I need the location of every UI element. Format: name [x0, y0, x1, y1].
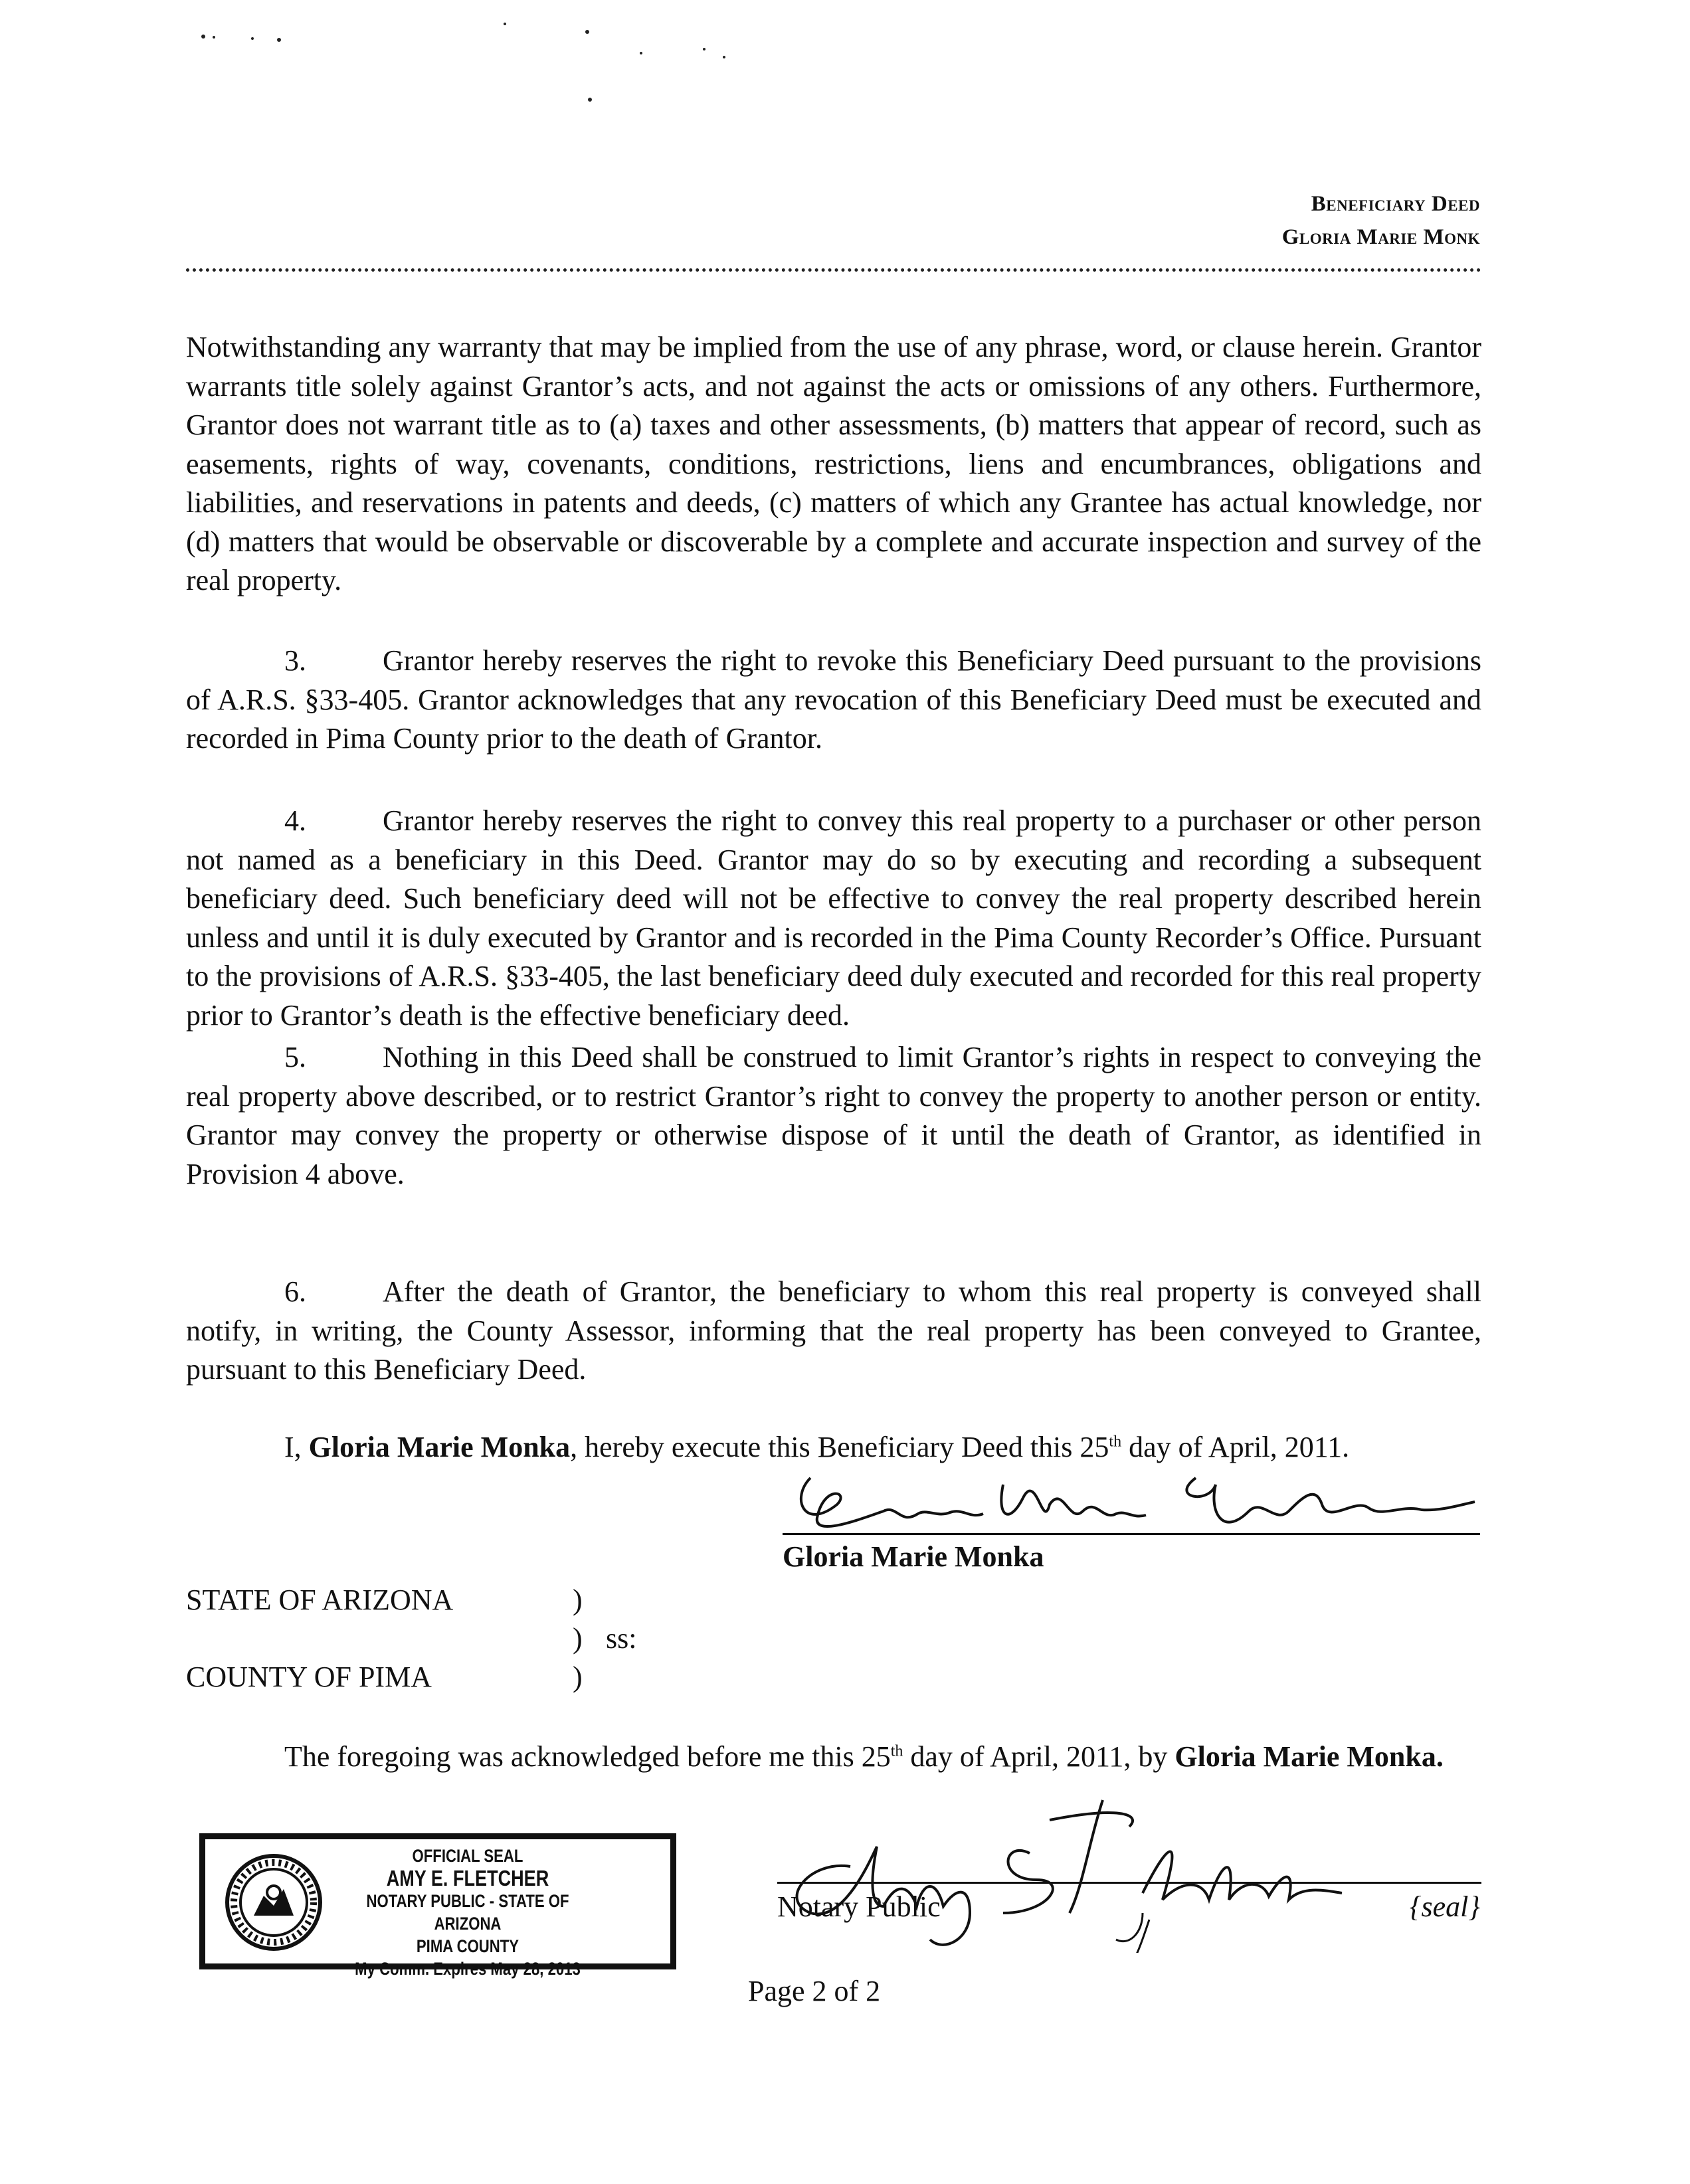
paragraph-3-text: Grantor hereby reserves the right to revoke this Beneficiary Deed pursuant to the provisions of A.R.S. §33-405. Grantor acknowledges that any revocation of this Beneficiary Deed must be executed and recorded in Pima County prior to the death of Grantor.: [186, 644, 1481, 755]
paragraph-6-number: 6.: [284, 1275, 306, 1308]
acknowledgment-name: Gloria Marie Monka: [1174, 1740, 1436, 1773]
venue-county: COUNTY OF PIMA: [186, 1661, 432, 1693]
paragraph-4-number: 4.: [284, 804, 306, 837]
page-number: Page 2 of 2: [748, 1975, 881, 2007]
grantor-signature: [784, 1458, 1481, 1551]
state-seal-icon: [224, 1853, 324, 1952]
stamp-line-4: PIMA COUNTY: [416, 1936, 519, 1956]
stamp-line-1: OFFICIAL SEAL: [412, 1846, 523, 1866]
venue-block: STATE OF ARIZONA ) ) ss: COUNTY OF PIMA ): [186, 1584, 637, 1693]
dotted-divider: [186, 268, 1481, 272]
notary-label: Notary Public: [777, 1890, 941, 1923]
paragraph-4: [186, 802, 1481, 1035]
notary-signature: [771, 1780, 1488, 1953]
stamp-text: [331, 1845, 604, 1980]
scan-specks: [0, 0, 797, 120]
acknowledgment-statement: The foregoing was acknowledged before me this 25th day of April, 2011, by Gloria Marie Monka.: [284, 1740, 1444, 1773]
paragraph-5-text: Nothing in this Deed shall be construed to limit Grantor’s rights in respect to conveying the real property above described, or to restrict Grantor’s right to convey the property to another person or entity. Grantor may convey the property or otherwise dispose of it until the death of Grantor, as identified in Provision 4 above.: [186, 1041, 1481, 1190]
execution-grantor-name: Gloria Marie Monka: [308, 1431, 571, 1463]
paragraph-3: [186, 642, 1481, 759]
grantor-printed-name: Gloria Marie Monka: [783, 1540, 1044, 1573]
paragraph-5-number: 5.: [284, 1041, 306, 1073]
seal-placeholder: {seal}: [1409, 1890, 1480, 1923]
execution-statement: I, Gloria Marie Monka, hereby execute this Beneficiary Deed this 25th day of April, 2011.: [284, 1431, 1350, 1463]
venue-ss: ss:: [606, 1622, 637, 1655]
paragraph-6: [186, 1273, 1481, 1390]
venue-state: STATE OF ARIZONA: [186, 1584, 454, 1616]
stamp-line-5: My Comm. Expires May 28, 2013: [355, 1959, 581, 1979]
notary-signature-line: [777, 1882, 1481, 1884]
paragraph-6-text: After the death of Grantor, the beneficiary to whom this real property is conveyed shall notify, in writing, the County Assessor, informing that the real property has been conveyed to Grantee, pursuant to this Beneficiary Deed.: [186, 1275, 1481, 1386]
paragraph-warranty: Notwithstanding any warranty that may be implied from the use of any phrase, word, or clause herein. Grantor warrants title solely against Grantor’s acts, and not against the acts or omissions of any others. Furthermore, Grantor does not warrant title as to (a) taxes and other assessments, (b) matters that appear of record, such as easements, rights of way, covenants, conditions, restrictions, liens and encumbrances, obligations and liabilities, and reservations in patents and deeds, (c) matters of which any Grantee has actual knowledge, nor (d) matters that would be observable or discoverable by a complete and accurate inspection and survey of the real property.: [186, 331, 1481, 596]
paragraph-3-number: 3.: [284, 644, 306, 677]
stamp-line-2: AMY E. FLETCHER: [386, 1866, 549, 1890]
stamp-line-3: NOTARY PUBLIC - STATE OF ARIZONA: [366, 1891, 569, 1934]
header-grantor: Gloria Marie Monk: [1281, 225, 1480, 249]
document-header: [1282, 187, 1480, 254]
paragraph-5: [186, 1038, 1481, 1194]
grantor-signature-line: [783, 1533, 1480, 1535]
header-title: Beneficiary Deed: [1311, 192, 1480, 216]
paragraph-4-text: Grantor hereby reserves the right to convey this real property to a purchaser or other person not named as a beneficiary in this Deed. Grantor may do so by executing and recording a subsequent beneficiary deed. Such beneficiary deed will not be effective to convey the real property described herein unless and until it is duly executed by Grantor and is recorded in the Pima County Recorder’s Office. Pursuant to the provisions of A.R.S. §33-405, the last beneficiary deed duly executed and recorded for this real property prior to Grantor’s death is the effective beneficiary deed.: [186, 804, 1481, 1032]
notary-seal-stamp: [199, 1833, 676, 1979]
